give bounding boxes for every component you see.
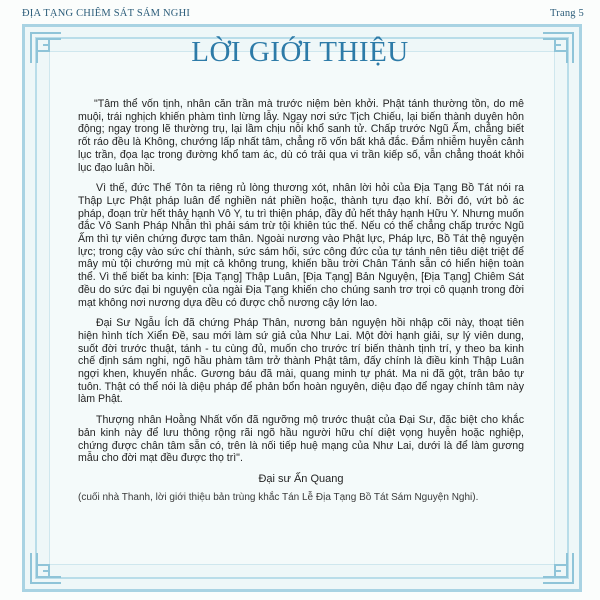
corner-ornament-icon <box>541 551 575 585</box>
page-title: LỜI GIỚI THIỆU <box>191 36 409 68</box>
paragraph: Vì thế, đức Thế Tôn ta riêng rủ lòng thương xót, nhân lời hỏi của Địa Tạng Bồ Tát nói ra Thập Lực Phật pháp luân để nghiền nát phiền hoặc, thành tựu đạo khí. Bởi đó, vứt bỏ ác pháp, đoạn trừ hết thảy hạnh Vô Y, tu trì thiện pháp, đầy đủ hết thảy hạnh Hữu Y. Nhưng muốn đắc Vô Sanh Pháp Nhẫn thì phải sám trừ tội khiên túc thế. Nếu có thể chẳng chấp trước Ngũ Ấm thì tự viên chứng được tam thân. Ngoài nương vào Phật lực, Pháp lực, Bồ Tát thệ nguyện lực; trong cậy vào sức chí thành, sức sám hối, sức công đức của tự tánh nên tiêu diệt triệt để mây mù tội chướng mù mịt cả không trung, khiến bầu trời Chân Tánh sẵn có hiển hiện toàn thể. Vì thế biết ba kinh: [Địa Tạng] Thập Luân, [Địa Tạng] Bản Nguyện, [Địa Tạng] Chiêm Sát đều do sức đại bi nguyện của ngài Địa Tạng khiến cho chúng sanh trơ trọi cô quạnh trong đời mạt không nơi nương dựa đều có được chỗ nương cậy lớn lao. <box>78 182 524 309</box>
paragraph: Đại Sư Ngẫu Ích đã chứng Pháp Thân, nương bản nguyện hồi nhập cõi này, thoạt tiên hiện hình tích Xiển Đề, sau mới làm sứ giả của Như Lai. Một đời hạnh giải, sự lý viên dung, suốt đời trước thuật, tánh - tu cùng đủ, muốn cho trước trí biến thành tịnh trí, y theo ba kinh chế định sám nghi, ngõ hầu phàm tâm trở thành Phật tâm, đấy chính là điều kinh Thập Luân ngợi khen, khuyến nhắc. Gương báu đã mài, quang minh tự phát. Ma ni đã gột, trân bảo tự tuôn. Thật có thể nói là diệu pháp để phản bổn hoàn nguyên, diệu đạo để ngay chính tâm này làm Phật. <box>78 317 524 406</box>
corner-ornament-icon <box>29 551 63 585</box>
book-title: ĐỊA TẠNG CHIÊM SÁT SÁM NGHI <box>22 7 191 19</box>
page-number: Trang 5 <box>550 7 584 19</box>
running-header <box>22 4 584 22</box>
paragraph: Thượng nhân Hoằng Nhất vốn đã ngưỡng mộ trước thuật của Đại Sư, đặc biệt cho khắc bản kinh này để lưu thông rộng rãi ngõ hầu người hữu chí diệt vọng huyễn hoặc nghiệp, chứng được chân tâm sẵn có, trên là nối tiếp huệ mạng của Như Lai, dưới là để làm gương mẫu cho đời mạt đều được thọ trì". <box>78 414 524 465</box>
paragraph: "Tâm thể vốn tịnh, nhân căn trần mà trước niệm bèn khởi. Phật tánh thường tồn, do mê muội, trái nghịch khiến phàm tình lừng lẫy. Ngay nơi sức Tịch Chiếu, lại biến thành duyên hôn động; ngay trong lẽ thường trụ, lại lầm chịu nỗi khổ sanh tử. Chấp trước Ngũ Ấm, chẳng biết rốt ráo đều là Không, chướng lấp nhất tâm, chẳng rõ vốn bất khả đắc. Đắm nhiễm huyễn cảnh lục trần, đọa lạc trong đường khổ tam ác, dù có trải qua vi trần kiếp số, vẫn chẳng thoát khỏi lục đạo luân hồi. <box>78 98 524 174</box>
body-text <box>78 98 524 504</box>
source-note: (cuối nhà Thanh, lời giới thiệu bản trùng khắc Tán Lễ Địa Tạng Bồ Tát Sám Nguyện Nghi). <box>78 491 479 503</box>
author-signature: Đại sư Ấn Quang <box>258 472 344 485</box>
